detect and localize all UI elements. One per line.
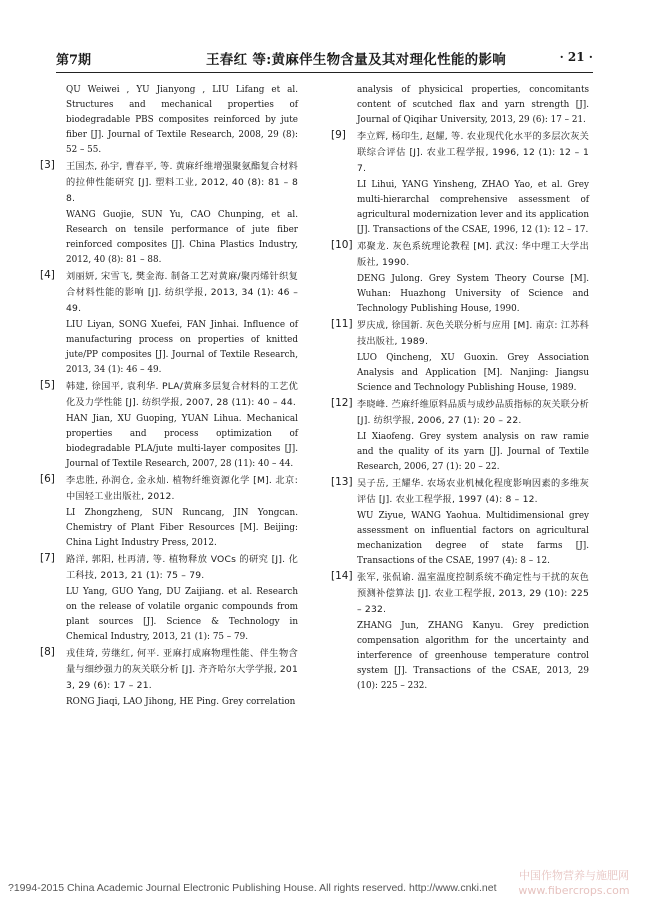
reference-entry [66, 83, 298, 158]
header-rule [56, 72, 593, 73]
site-watermark [500, 868, 648, 898]
page-header [56, 46, 593, 72]
watermark-url: www.fibercrops.com [518, 884, 630, 897]
reference-text-chinese: 刘丽妍, 宋雪飞, 樊金海. 制备工艺对黄麻/聚丙烯针织复合材料性能的影响 [J]. 纺织学报, 2013, 34 (1): 46 – 49. [66, 271, 298, 314]
reference-entry [331, 397, 589, 475]
reference-number: [5] [40, 379, 55, 391]
reference-text-chinese: 邓聚龙. 灰色系统理论教程 [M]. 武汉: 华中理工大学出版社, 1990. [357, 241, 589, 268]
reference-text-english: analysis of physicical properties, concomitants content of scutched flax and yarn strength [J]. Journal of Qiqihar University, 2013, 29 (6): 17 – 21. [357, 85, 589, 125]
reference-entry [40, 159, 298, 268]
reference-entry [331, 570, 589, 694]
reference-text-english: WU Ziyue, WANG Yaohua. Multidimensional grey assessment on influential factors on agricultural mechanization degree of state farms [J]. Transactions of the CSAE, 1997 (4): 8 – 12. [357, 511, 589, 566]
reference-entry [357, 83, 589, 128]
reference-entry [331, 239, 589, 317]
watermark-line: 中国作物营养与施肥网 [519, 869, 629, 882]
reference-number: [3] [40, 159, 55, 171]
copyright-footer: ?1994-2015 China Academic Journal Electronic Publishing House. All rights reserved. http://www.cnki.net [8, 882, 497, 894]
running-title: 王春红 等:黄麻伴生物含量及其对理化性能的影响 [206, 52, 507, 68]
reference-number: [6] [40, 473, 55, 485]
reference-text-english: WANG Guojie, SUN Yu, CAO Chunping, et al. Research on tensile performance of jute fiber reinforced composites [J]. China Plastics Industry, 2012, 40 (8): 81 – 88. [66, 210, 298, 265]
reference-text-chinese: 张军, 张侃谕. 温室温度控制系统不确定性与干扰的灰色预测补偿算法 [J]. 农业工程学报, 2013, 29 (10): 225 – 232. [357, 572, 589, 615]
page-number: · 21 · [559, 50, 593, 64]
reference-text-english: DENG Julong. Grey System Theory Course [M]. Wuhan: Huazhong University of Science and Technology Publishing House, 1990. [357, 274, 589, 314]
reference-number: [10] [331, 239, 353, 251]
reference-text-english: ZHANG Jun, ZHANG Kanyu. Grey prediction compensation algorithm for the uncertainty and interference of greenhouse temperature control system [J]. Transactions of the CSAE, 2013, 29 (10): 225 – 232. [357, 621, 589, 691]
reference-number: [12] [331, 397, 353, 409]
reference-entry [40, 379, 298, 472]
reference-entry [331, 476, 589, 569]
reference-text-chinese: 吴子岳, 王耀华. 农场农业机械化程度影响因素的多维灰评估 [J]. 农业工程学报, 1997 (4): 8 – 12. [357, 478, 589, 505]
reference-text-english: LU Yang, GUO Yang, DU Zaijiang. et al. Research on the release of volatile organic compounds from plant sources [J]. Science & Technology in Chemical Industry, 2013, 21 (1): 75 – 79. [66, 587, 298, 642]
reference-entry [40, 269, 298, 378]
reference-text-english: RONG Jiaqi, LAO Jihong, HE Ping. Grey correlation [66, 697, 296, 707]
issue-number: 第7期 [56, 53, 92, 68]
reference-entry [331, 129, 589, 238]
reference-column-right [331, 82, 589, 694]
reference-entry [40, 552, 298, 645]
reference-number: [13] [331, 476, 353, 488]
reference-text-chinese: 王国杰, 孙宇, 曹春平, 等. 黄麻纤维增强聚氨酯复合材料的拉伸性能研究 [J]. 塑料工业, 2012, 40 (8): 81 – 88. [66, 161, 298, 204]
reference-text-english: QU Weiwei , YU Jianyong , LIU Lifang et al. Structures and mechanical properties of biodegradable PBS composites reinforced by jute fiber [J]. Journal of Textile Research, 2008, 29 (8): 52 – 55. [66, 85, 298, 155]
reference-text-english: HAN Jian, XU Guoping, YUAN Lihua. Mechanical properties and process optimization of biodegradable PLA/jute multi-layer composites [J]. Journal of Textile Research, 2007, 28 (11): 40 – 44. [66, 414, 298, 469]
reference-number: [4] [40, 269, 55, 281]
reference-text-chinese: 戎佳琦, 劳继红, 何平. 亚麻打成麻物理性能、伴生物含量与细纱强力的灰关联分析 [J]. 齐齐哈尔大学学报, 2013, 29 (6): 17 – 21. [66, 648, 298, 691]
reference-entry [40, 646, 298, 710]
reference-text-chinese: 李立辉, 杨印生, 赵耀, 等. 农业现代化水平的多层次灰关联综合评估 [J]. 农业工程学报, 1996, 12 (1): 12 – 17. [357, 131, 589, 174]
reference-number: [8] [40, 646, 55, 658]
reference-text-english: LI Zhongzheng, SUN Runcang, JIN Yongcan. Chemistry of Plant Fiber Resources [M]. Beijing: China Light Industry Press, 2012. [66, 508, 298, 548]
reference-text-english: LI Lihui, YANG Yinsheng, ZHAO Yao, et al. Grey multi-hierarchal comprehensive assessment of agricultural modernization lever and its application [J]. Transactions of the CSAE, 1996, 12 (1): 12 – 17. [357, 180, 589, 235]
reference-column-left [40, 82, 298, 710]
reference-text-chinese: 韩建, 徐国平, 袁利华. PLA/黄麻多层复合材料的工艺优化及力学性能 [J]. 纺织学报, 2007, 28 (11): 40 – 44. [66, 381, 298, 408]
reference-entry [331, 318, 589, 396]
reference-text-english: LI Xiaofeng. Grey system analysis on raw ramie and the quality of its yarn [J]. Journal of Textile Research, 2006, 27 (1): 20 – 22. [357, 432, 589, 472]
reference-text-english: LUO Qincheng, XU Guoxin. Grey Association Analysis and Application [M]. Nanjing: Jiangsu Science and Technology Publishing House, 1989. [357, 353, 589, 393]
reference-text-chinese: 罗庆成, 徐国新. 灰色关联分析与应用 [M]. 南京: 江苏科技出版社, 1989. [357, 320, 589, 347]
reference-text-chinese: 李晓峰. 苎麻纤维原料品质与成纱品质指标的灰关联分析 [J]. 纺织学报, 2006, 27 (1): 20 – 22. [357, 399, 589, 426]
reference-number: [11] [331, 318, 353, 330]
reference-entry [40, 473, 298, 551]
reference-number: [14] [331, 570, 353, 582]
reference-number: [9] [331, 129, 346, 141]
reference-text-chinese: 李忠胜, 孙润仓, 金永灿. 植物纤维资源化学 [M]. 北京: 中国轻工业出版社, 2012. [66, 475, 298, 502]
reference-text-english: LIU Liyan, SONG Xuefei, FAN Jinhai. Influence of manufacturing process on properties of knitted jute/PP composites [J]. Journal of Textile Research, 2013, 34 (1): 46 – 49. [66, 320, 298, 375]
reference-text-chinese: 路洋, 郭阳, 杜再清, 等. 植物释放 VOCs 的研究 [J]. 化工科技, 2013, 21 (1): 75 – 79. [66, 554, 298, 581]
reference-number: [7] [40, 552, 55, 564]
